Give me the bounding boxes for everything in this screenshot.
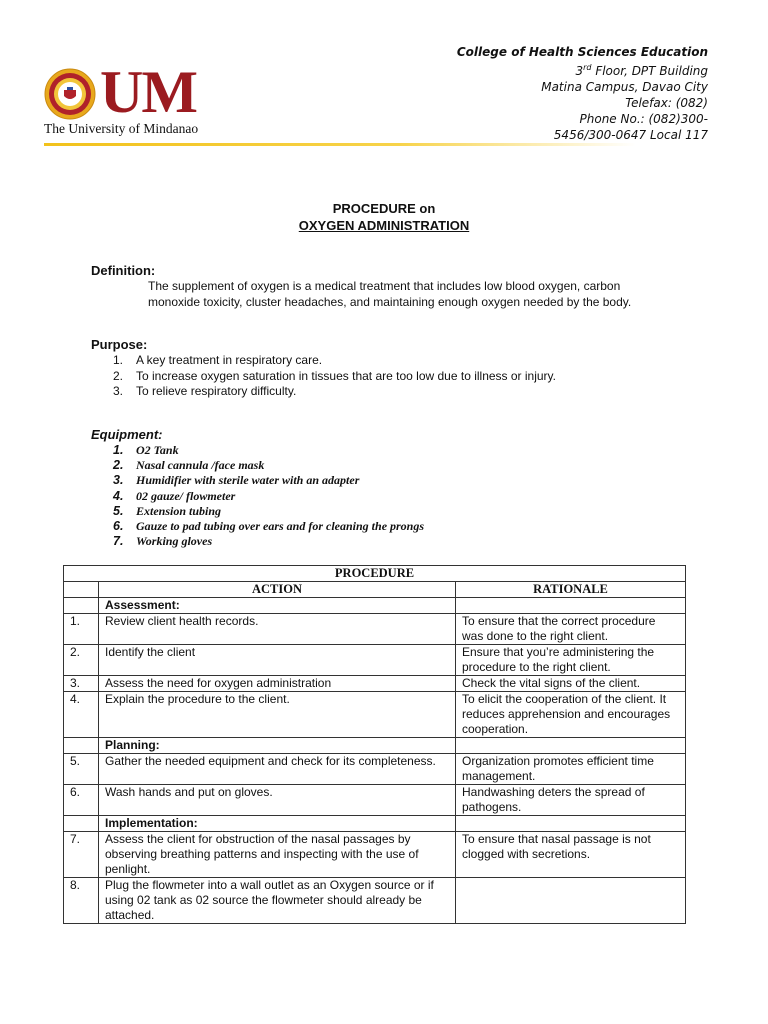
- table-title-row: [64, 566, 686, 582]
- address-line-2: Matina Campus, Davao City: [541, 80, 708, 94]
- university-name: The University of Mindanao: [44, 121, 199, 136]
- title-line-1: PROCEDURE on: [332, 201, 436, 216]
- definition-text: [91, 279, 671, 310]
- step-number: 1.: [64, 614, 99, 645]
- list-item: 3. To relieve respiratory difficulty.: [113, 384, 297, 398]
- step-action: Identify the client: [99, 645, 456, 676]
- step-number: 8.: [64, 878, 99, 924]
- procedure-table: [63, 565, 686, 924]
- table-cell: [64, 582, 99, 598]
- step-rationale: To elicit the cooperation of the client. It reduces apprehension and encourages cooperation.: [456, 692, 686, 738]
- step-rationale: Organization promotes efficient time management.: [456, 754, 686, 785]
- definition-paragraph: The supplement of oxygen is a medical treatment that includes low blood oxygen, carbon monoxide toxicity, cluster headaches, and maintaining enough oxygen needed by the body.: [148, 279, 632, 309]
- equipment-heading: Equipment:: [91, 427, 163, 442]
- table-row: [64, 614, 686, 645]
- header-divider: [44, 143, 636, 146]
- definition-heading: Definition:: [91, 263, 156, 278]
- step-number: 7.: [64, 832, 99, 878]
- step-action: Assess the need for oxygen administration: [99, 676, 456, 692]
- university-seal-icon: [44, 68, 96, 120]
- step-number: 2.: [64, 645, 99, 676]
- purpose-list: [113, 353, 556, 400]
- step-rationale: [456, 878, 686, 924]
- floor-number: 3: [575, 64, 584, 78]
- step-number: 6.: [64, 785, 99, 816]
- address-line-4: Phone No.: (082)300-: [579, 112, 708, 126]
- address-line-3: Telefax: (082): [625, 96, 708, 110]
- logo-wordmark: UM: [100, 59, 196, 125]
- college-name: College of Health Sciences Education: [456, 45, 708, 59]
- table-row: [64, 645, 686, 676]
- table-cell: [456, 738, 686, 754]
- step-action: Plug the flowmeter into a wall outlet as an Oxygen source or if using 02 tank as 02 source the flowmeter should already be attached.: [99, 878, 456, 924]
- section-label-planning: Planning:: [99, 738, 456, 754]
- table-row: [64, 832, 686, 878]
- title-line-2: OXYGEN ADMINISTRATION: [298, 218, 470, 233]
- step-action: Explain the procedure to the client.: [99, 692, 456, 738]
- step-action: Review client health records.: [99, 614, 456, 645]
- section-row: [64, 598, 686, 614]
- table-cell: [64, 816, 99, 832]
- table-cell: [456, 598, 686, 614]
- table-row: [64, 785, 686, 816]
- step-number: 4.: [64, 692, 99, 738]
- step-number: 5.: [64, 754, 99, 785]
- floor-suffix: rd: [583, 63, 592, 72]
- step-rationale: Handwashing deters the spread of pathogens.: [456, 785, 686, 816]
- address-line-5: 5456/300-0647 Local 117: [553, 128, 708, 142]
- list-item: 6. Gauze to pad tubing over ears and for cleaning the prongs: [113, 519, 425, 534]
- step-action: Wash hands and put on gloves.: [99, 785, 456, 816]
- list-item: 4. 02 gauze/ flowmeter: [113, 488, 236, 503]
- step-rationale: Check the vital signs of the client.: [456, 676, 686, 692]
- list-item: 3. Humidifier with sterile water with an adapter: [113, 473, 360, 488]
- step-rationale: Ensure that you’re administering the procedure to the right client.: [456, 645, 686, 676]
- college-address-block: [457, 44, 708, 143]
- list-item: 1. A key treatment in respiratory care.: [113, 353, 323, 367]
- table-row: [64, 692, 686, 738]
- section-row: [64, 738, 686, 754]
- table-row: [64, 754, 686, 785]
- step-rationale: To ensure that nasal passage is not clogged with secretions.: [456, 832, 686, 878]
- section-label-assessment: Assessment:: [99, 598, 456, 614]
- table-row: [64, 878, 686, 924]
- list-item: 2. Nasal cannula /face mask: [113, 458, 265, 473]
- table-title: PROCEDURE: [64, 566, 686, 582]
- table-row: [64, 676, 686, 692]
- step-number: 3.: [64, 676, 99, 692]
- table-cell: [64, 738, 99, 754]
- list-item: 5. Extension tubing: [113, 503, 222, 518]
- list-item: 7. Working gloves: [113, 534, 213, 549]
- university-logo: [42, 59, 232, 138]
- table-cell: [456, 816, 686, 832]
- section-label-implementation: Implementation:: [99, 816, 456, 832]
- table-header-row: [64, 582, 686, 598]
- step-action: Gather the needed equipment and check for its completeness.: [99, 754, 456, 785]
- step-action: Assess the client for obstruction of the nasal passages by observing breathing patterns and inspecting with the use of penlight.: [99, 832, 456, 878]
- list-item: 2. To increase oxygen saturation in tissues that are too low due to illness or injury.: [113, 368, 556, 383]
- table-cell: [64, 598, 99, 614]
- section-row: [64, 816, 686, 832]
- column-header-rationale: RATIONALE: [456, 582, 686, 598]
- column-header-action: ACTION: [99, 582, 456, 598]
- floor-building: Floor, DPT Building: [591, 64, 708, 78]
- purpose-heading: Purpose:: [91, 337, 148, 352]
- list-item: 1. O2 Tank: [113, 443, 179, 457]
- document-title: [0, 200, 768, 234]
- address-line-1: [457, 60, 708, 79]
- step-rationale: To ensure that the correct procedure was done to the right client.: [456, 614, 686, 645]
- equipment-list: [113, 443, 424, 549]
